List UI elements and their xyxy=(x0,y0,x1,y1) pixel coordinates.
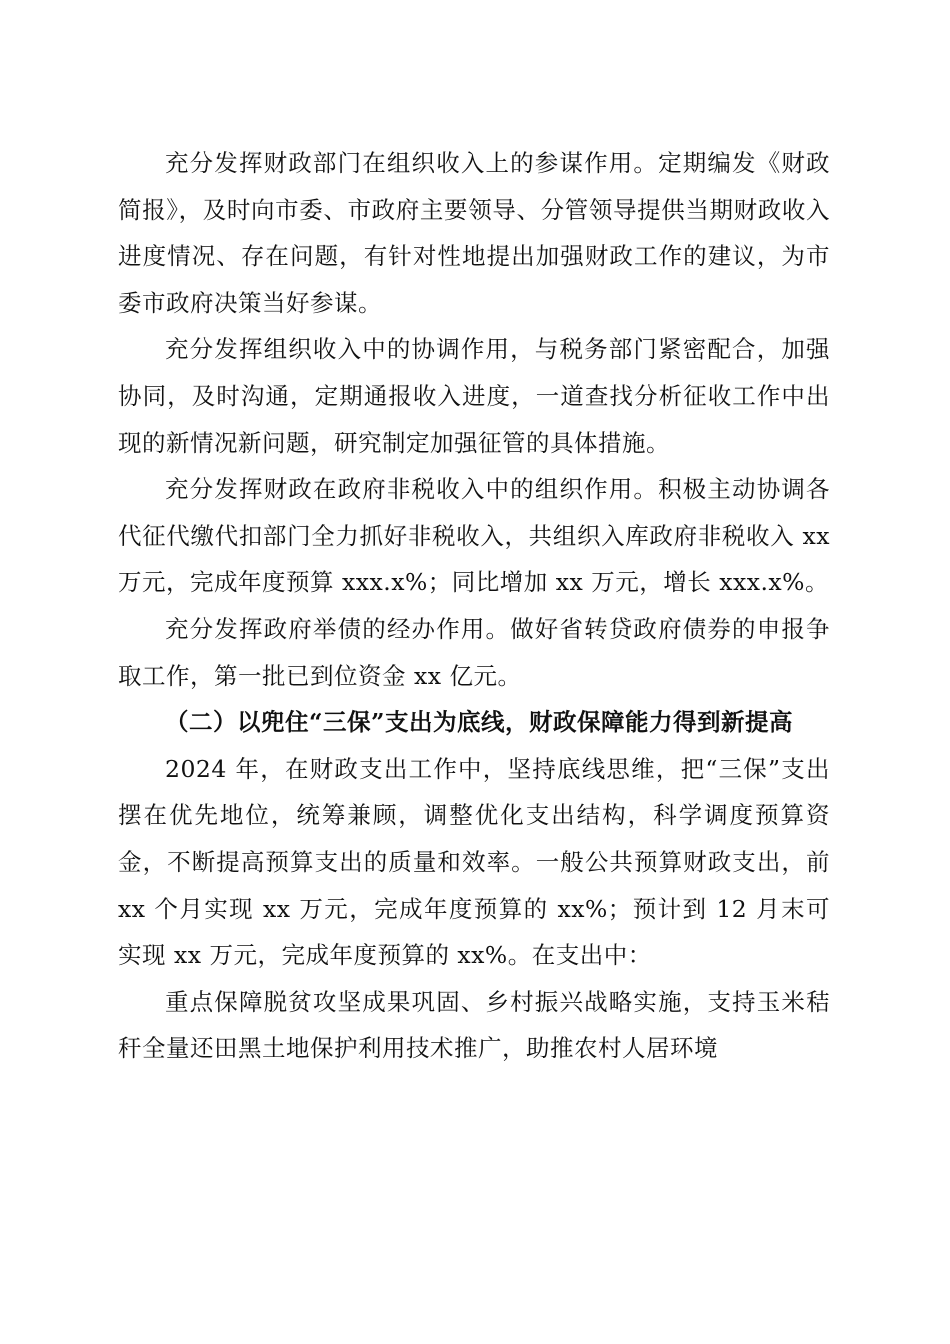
paragraph-nontax-revenue: 充分发挥财政在政府非税收入中的组织作用。积极主动协调各代征代缴代扣部门全力抓好非税收入，共组织入库政府非税收入 xx 万元，完成年度预算 xxx.x%；同比增加 xx 万元，增长 xxx.x%。 xyxy=(118,475,830,597)
paragraph-rural-revitalization: 重点保障脱贫攻坚成果巩固、乡村振兴战略实施，支持玉米秸秆全量还田黑土地保护利用技术推广，助推农村人居环境 xyxy=(118,987,830,1063)
paragraph-government-debt: 充分发挥政府举债的经办作用。做好省转贷政府债券的申报争取工作，第一批已到位资金 xx 亿元。 xyxy=(118,614,830,690)
document-body xyxy=(118,140,830,1072)
paragraph-revenue-coordination: 充分发挥组织收入中的协调作用，与税务部门紧密配合，加强协同，及时沟通，定期通报收入进度，一道查找分析征收工作中出现的新情况新问题，研究制定加强征管的具体措施。 xyxy=(118,335,830,457)
paragraph-revenue-advisory: 充分发挥财政部门在组织收入上的参谋作用。定期编发《财政简报》，及时向市委、市政府主要领导、分管领导提供当期财政收入进度情况、存在问题，有针对性地提出加强财政工作的建议，为市委市政府决策当好参谋。 xyxy=(118,149,830,317)
section-heading: （二）以兜住“三保”支出为底线，财政保障能力得到新提高 xyxy=(165,708,794,737)
paragraph-expenditure-summary: 2024 年，在财政支出工作中，坚持底线思维，把“三保”支出摆在优先地位，统筹兼顾，调整优化支出结构，科学调度预算资金，不断提高预算支出的质量和效率。一般公共预算财政支出，前 xx 个月实现 xx 万元，完成年度预算的 xx%；预计到 12 月末可实现 xx 万元，完成年度预算的 xx%。在支出中： xyxy=(118,754,830,970)
